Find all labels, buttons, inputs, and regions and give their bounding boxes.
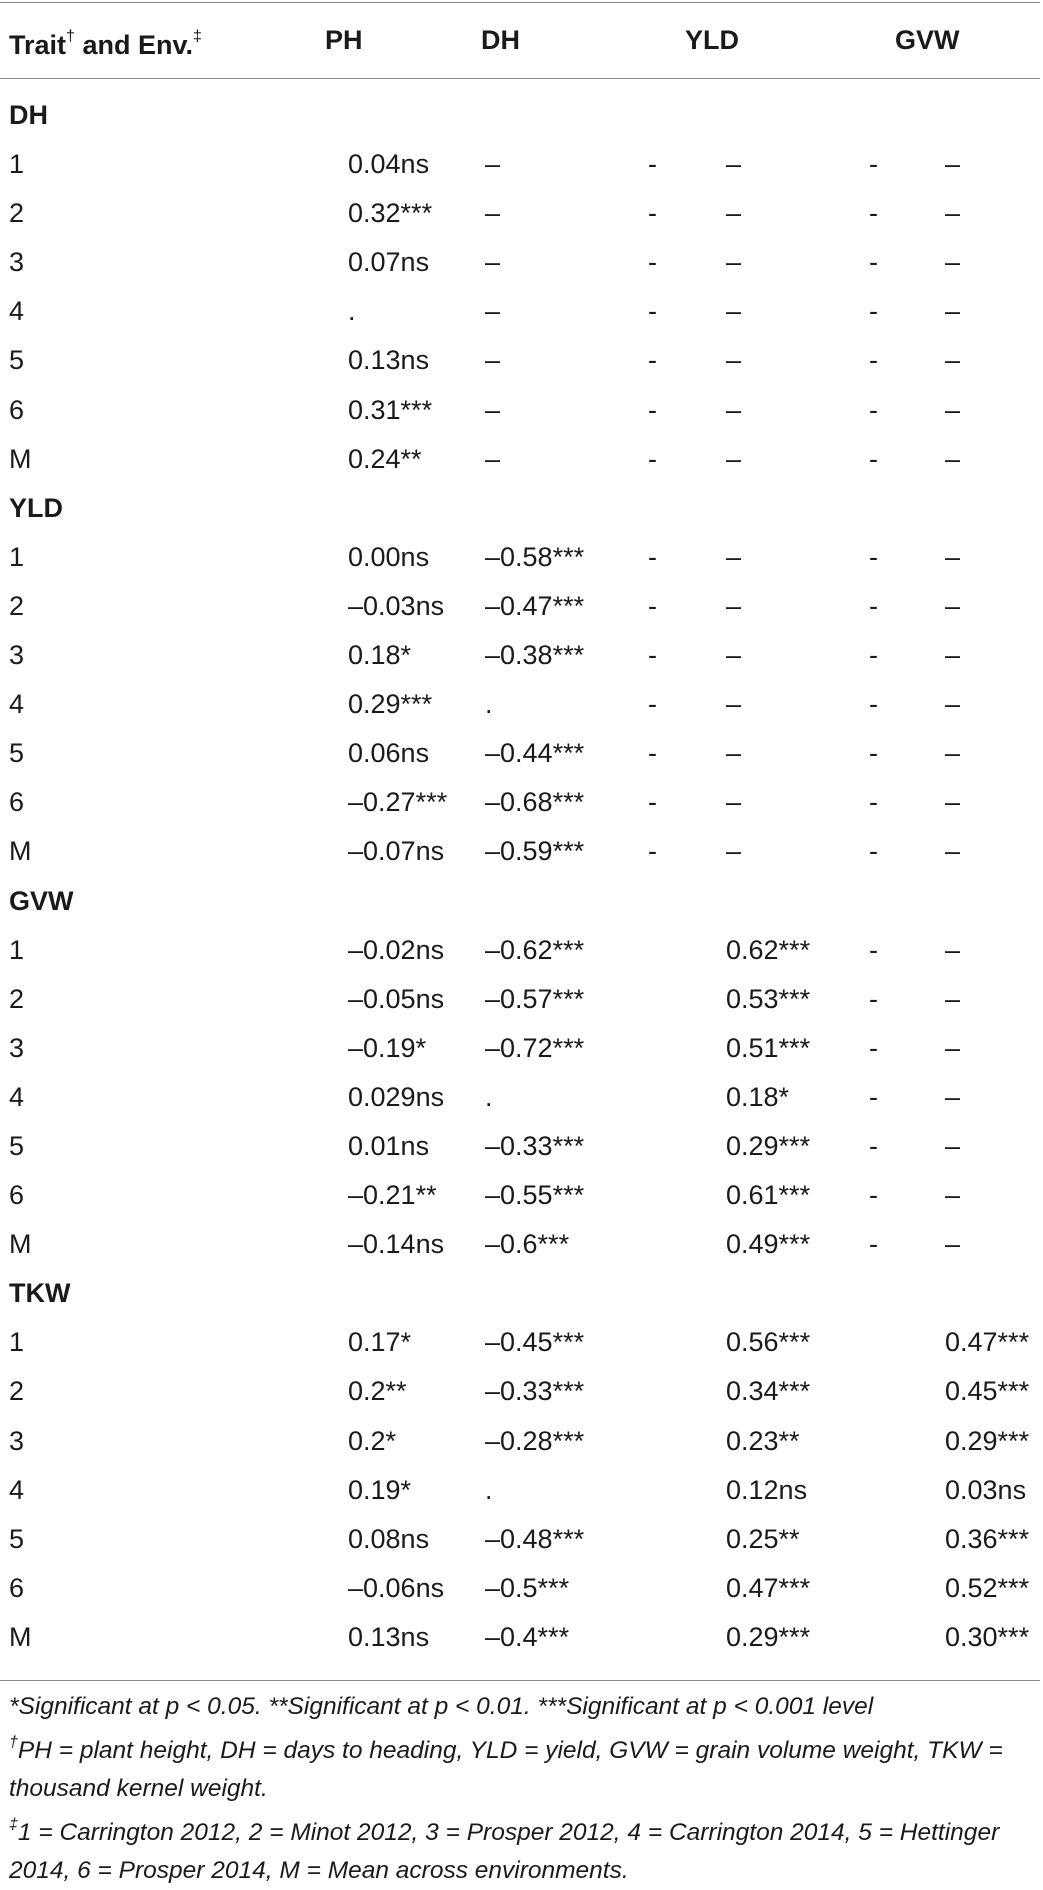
yld-dash-marker: - [648, 640, 657, 671]
gvw-dash-marker: - [869, 689, 878, 720]
env-label: 4 [9, 1474, 25, 1505]
yld-value: 0.29*** [726, 1130, 811, 1161]
gvw-value: 0.36*** [945, 1523, 1030, 1554]
dh-value: –0.62*** [485, 934, 585, 965]
table-row [0, 827, 1043, 876]
dagger-mark: † [66, 28, 75, 45]
env-label: M [9, 1621, 32, 1652]
env-label: 1 [9, 1327, 25, 1358]
ph-value: 0.2* [348, 1425, 397, 1456]
header-trait-env [9, 23, 202, 62]
env-label: 5 [9, 1523, 25, 1554]
gvw-value: 0.03ns [945, 1474, 1027, 1505]
env-label: 3 [9, 1425, 25, 1456]
table-row [0, 1417, 1043, 1466]
table-row [0, 1466, 1043, 1515]
header-rule [0, 78, 1040, 79]
table-row [0, 1220, 1043, 1269]
table-row [0, 1024, 1043, 1073]
table-row [0, 533, 1043, 582]
yld-value: – [726, 198, 742, 229]
ph-value: –0.05ns [348, 983, 445, 1014]
yld-value: – [726, 689, 742, 720]
gvw-value: – [945, 1130, 961, 1161]
dh-value: . [485, 1081, 493, 1112]
footnote-double-dagger [9, 1808, 1037, 1890]
gvw-value: – [945, 787, 961, 818]
ph-value: 0.07ns [348, 247, 430, 278]
gvw-value: – [945, 1032, 961, 1063]
section-header-row [0, 91, 1043, 140]
gvw-dash-marker: - [869, 983, 878, 1014]
header-yld: YLD [685, 25, 739, 55]
yld-value: 0.49*** [726, 1229, 811, 1260]
header-gvw: GVW [895, 25, 960, 55]
gvw-value: 0.52*** [945, 1572, 1030, 1603]
gvw-dash-marker: - [869, 247, 878, 278]
gvw-value: 0.47*** [945, 1327, 1030, 1358]
dh-value: –0.38*** [485, 640, 585, 671]
ph-value: 0.18* [348, 640, 412, 671]
env-label: 5 [9, 1130, 25, 1161]
dh-value: –0.55*** [485, 1180, 585, 1211]
table-row [0, 1171, 1043, 1220]
header-dh: DH [481, 25, 520, 55]
header-trait-text: Trait [9, 30, 67, 60]
dh-value: –0.68*** [485, 787, 585, 818]
gvw-value: – [945, 443, 961, 474]
ph-value: 0.2** [348, 1376, 407, 1407]
table-row [0, 1318, 1043, 1367]
dh-value: –0.33*** [485, 1130, 585, 1161]
gvw-value: 0.30*** [945, 1621, 1030, 1652]
table-row [0, 1515, 1043, 1564]
yld-value: 0.56*** [726, 1327, 811, 1358]
gvw-value: – [945, 934, 961, 965]
yld-dash-marker: - [648, 738, 657, 769]
gvw-value: – [945, 198, 961, 229]
table-row [0, 926, 1043, 975]
ph-value: –0.14ns [348, 1229, 445, 1260]
dh-value: –0.57*** [485, 983, 585, 1014]
env-label: 4 [9, 296, 25, 327]
yld-dash-marker: - [648, 149, 657, 180]
env-label: 6 [9, 394, 25, 425]
footnote-significance: *Significant at p < 0.05. **Significant at p < 0.01. ***Significant at p < 0.001 level [9, 1693, 874, 1720]
gvw-value: – [945, 640, 961, 671]
yld-value: – [726, 296, 742, 327]
dh-value: –0.6*** [485, 1229, 570, 1260]
footnote-double-dagger-mark: ‡ [9, 1816, 18, 1834]
section-title: YLD [9, 492, 63, 523]
env-label: 1 [9, 149, 25, 180]
dh-value: –0.44*** [485, 738, 585, 769]
gvw-dash-marker: - [869, 1229, 878, 1260]
yld-dash-marker: - [648, 590, 657, 621]
table-row [0, 729, 1043, 778]
dh-value: –0.59*** [485, 836, 585, 867]
table-body [0, 91, 1043, 1662]
footnote-dagger [9, 1726, 1037, 1808]
env-label: 3 [9, 247, 25, 278]
ph-value: 0.08ns [348, 1523, 430, 1554]
ph-value: –0.21** [348, 1180, 437, 1211]
dh-value: – [485, 394, 501, 425]
yld-dash-marker: - [648, 541, 657, 572]
double-dagger-mark: ‡ [192, 28, 202, 45]
yld-dash-marker: - [648, 443, 657, 474]
gvw-value: – [945, 149, 961, 180]
ph-value: 0.06ns [348, 738, 430, 769]
section-title: TKW [9, 1278, 71, 1309]
yld-dash-marker: - [648, 198, 657, 229]
table-row [0, 778, 1043, 827]
gvw-value: – [945, 1081, 961, 1112]
ph-value: –0.06ns [348, 1572, 445, 1603]
ph-value: 0.01ns [348, 1130, 430, 1161]
dh-value: –0.4*** [485, 1621, 570, 1652]
table-row [0, 336, 1043, 385]
env-label: 3 [9, 1032, 25, 1063]
footnote-dagger-text: PH = plant height, DH = days to heading, YLD = yield, GVW = grain volume weight, TKW = thousand kernel weight. [9, 1737, 1003, 1803]
gvw-dash-marker: - [869, 640, 878, 671]
table-row [0, 1367, 1043, 1416]
env-label: 1 [9, 541, 25, 572]
table-bottom-rule [0, 1680, 1040, 1681]
table-row [0, 1613, 1043, 1662]
gvw-dash-marker: - [869, 296, 878, 327]
dh-value: – [485, 198, 501, 229]
env-label: 5 [9, 345, 25, 376]
yld-dash-marker: - [648, 394, 657, 425]
gvw-dash-marker: - [869, 934, 878, 965]
section-title: GVW [9, 885, 74, 916]
yld-value: – [726, 149, 742, 180]
yld-value: 0.25** [726, 1523, 800, 1554]
env-label: 4 [9, 689, 25, 720]
header-env-text: and Env. [74, 30, 193, 60]
table-row [0, 287, 1043, 336]
table-row [0, 189, 1043, 238]
ph-value: . [348, 296, 356, 327]
header-ph: PH [325, 25, 363, 55]
yld-value: 0.53*** [726, 983, 811, 1014]
gvw-value: – [945, 296, 961, 327]
dh-value: – [485, 345, 501, 376]
dh-value: –0.47*** [485, 590, 585, 621]
dh-value: – [485, 443, 501, 474]
yld-dash-marker: - [648, 787, 657, 818]
gvw-dash-marker: - [869, 1130, 878, 1161]
gvw-value: – [945, 689, 961, 720]
yld-value: – [726, 345, 742, 376]
gvw-value: 0.45*** [945, 1376, 1030, 1407]
gvw-value: – [945, 394, 961, 425]
env-label: 3 [9, 640, 25, 671]
dh-value: –0.28*** [485, 1425, 585, 1456]
gvw-value: 0.29*** [945, 1425, 1030, 1456]
gvw-dash-marker: - [869, 541, 878, 572]
ph-value: 0.00ns [348, 541, 430, 572]
env-label: 2 [9, 198, 25, 229]
yld-dash-marker: - [648, 345, 657, 376]
ph-value: –0.27*** [348, 787, 448, 818]
ph-value: 0.19* [348, 1474, 412, 1505]
table-row [0, 631, 1043, 680]
dh-value: –0.58*** [485, 541, 585, 572]
table-row [0, 435, 1043, 484]
dh-value: –0.33*** [485, 1376, 585, 1407]
dh-value: – [485, 149, 501, 180]
yld-value: 0.34*** [726, 1376, 811, 1407]
gvw-dash-marker: - [869, 1180, 878, 1211]
gvw-value: – [945, 1180, 961, 1211]
gvw-value: – [945, 836, 961, 867]
dh-value: – [485, 247, 501, 278]
env-label: 6 [9, 1572, 25, 1603]
yld-dash-marker: - [648, 296, 657, 327]
yld-value: 0.51*** [726, 1032, 811, 1063]
yld-value: 0.12ns [726, 1474, 808, 1505]
yld-value: – [726, 247, 742, 278]
dh-value: –0.48*** [485, 1523, 585, 1554]
footnote-double-dagger-text: 1 = Carrington 2012, 2 = Minot 2012, 3 = Prosper 2012, 4 = Carrington 2014, 5 = Hettinger 2014, 6 = Prosper 2014, M = Mean across environments. [9, 1819, 1000, 1885]
ph-value: 0.17* [348, 1327, 412, 1358]
gvw-dash-marker: - [869, 1032, 878, 1063]
yld-value: 0.62*** [726, 934, 811, 965]
dh-value: – [485, 296, 501, 327]
table-row [0, 582, 1043, 631]
ph-value: 0.29*** [348, 689, 433, 720]
env-label: 2 [9, 1376, 25, 1407]
gvw-dash-marker: - [869, 149, 878, 180]
ph-value: 0.31*** [348, 394, 433, 425]
ph-value: 0.13ns [348, 1621, 430, 1652]
env-label: 1 [9, 934, 25, 965]
ph-value: –0.03ns [348, 590, 445, 621]
ph-value: 0.13ns [348, 345, 430, 376]
gvw-dash-marker: - [869, 394, 878, 425]
gvw-dash-marker: - [869, 345, 878, 376]
yld-dash-marker: - [648, 689, 657, 720]
gvw-dash-marker: - [869, 1081, 878, 1112]
ph-value: 0.24** [348, 443, 422, 474]
yld-value: – [726, 836, 742, 867]
table-top-rule [0, 2, 1040, 3]
yld-value: – [726, 590, 742, 621]
yld-value: 0.23** [726, 1425, 800, 1456]
gvw-dash-marker: - [869, 787, 878, 818]
gvw-dash-marker: - [869, 590, 878, 621]
yld-value: – [726, 738, 742, 769]
gvw-dash-marker: - [869, 198, 878, 229]
env-label: 2 [9, 983, 25, 1014]
gvw-dash-marker: - [869, 836, 878, 867]
ph-value: 0.029ns [348, 1081, 445, 1112]
yld-value: 0.18* [726, 1081, 790, 1112]
env-label: 5 [9, 738, 25, 769]
yld-value: – [726, 443, 742, 474]
dh-value: . [485, 689, 493, 720]
env-label: M [9, 443, 32, 474]
dh-value: –0.45*** [485, 1327, 585, 1358]
env-label: 6 [9, 1180, 25, 1211]
gvw-dash-marker: - [869, 738, 878, 769]
section-header-row [0, 1269, 1043, 1318]
ph-value: 0.32*** [348, 198, 433, 229]
section-title: DH [9, 100, 48, 130]
yld-value: – [726, 541, 742, 572]
gvw-value: – [945, 247, 961, 278]
gvw-value: – [945, 345, 961, 376]
section-header-row [0, 877, 1043, 926]
gvw-value: – [945, 541, 961, 572]
footnote-dagger-mark: † [9, 1734, 18, 1751]
section-header-row [0, 484, 1043, 533]
yld-dash-marker: - [648, 247, 657, 278]
gvw-value: – [945, 1229, 961, 1260]
ph-value: –0.19* [348, 1032, 427, 1063]
env-label: M [9, 1229, 32, 1260]
table-row [0, 1122, 1043, 1171]
gvw-value: – [945, 738, 961, 769]
ph-value: –0.02ns [348, 934, 445, 965]
yld-value: – [726, 787, 742, 818]
yld-value: 0.29*** [726, 1621, 811, 1652]
yld-dash-marker: - [648, 836, 657, 867]
ph-value: 0.04ns [348, 149, 430, 180]
dh-value: –0.5*** [485, 1572, 570, 1603]
env-label: M [9, 836, 32, 867]
table-row [0, 1073, 1043, 1122]
dh-value: –0.72*** [485, 1032, 585, 1063]
table-row [0, 386, 1043, 435]
gvw-value: – [945, 983, 961, 1014]
yld-value: 0.61*** [726, 1180, 811, 1211]
env-label: 2 [9, 590, 25, 621]
table-row [0, 140, 1043, 189]
yld-value: – [726, 394, 742, 425]
table-row [0, 975, 1043, 1024]
dh-value: . [485, 1474, 493, 1505]
yld-value: – [726, 640, 742, 671]
env-label: 4 [9, 1081, 25, 1112]
env-label: 6 [9, 787, 25, 818]
gvw-dash-marker: - [869, 443, 878, 474]
yld-value: 0.47*** [726, 1572, 811, 1603]
gvw-value: – [945, 590, 961, 621]
table-row [0, 1564, 1043, 1613]
table-row [0, 680, 1043, 729]
table-row [0, 238, 1043, 287]
table-footnotes [9, 1688, 1037, 1890]
ph-value: –0.07ns [348, 836, 445, 867]
